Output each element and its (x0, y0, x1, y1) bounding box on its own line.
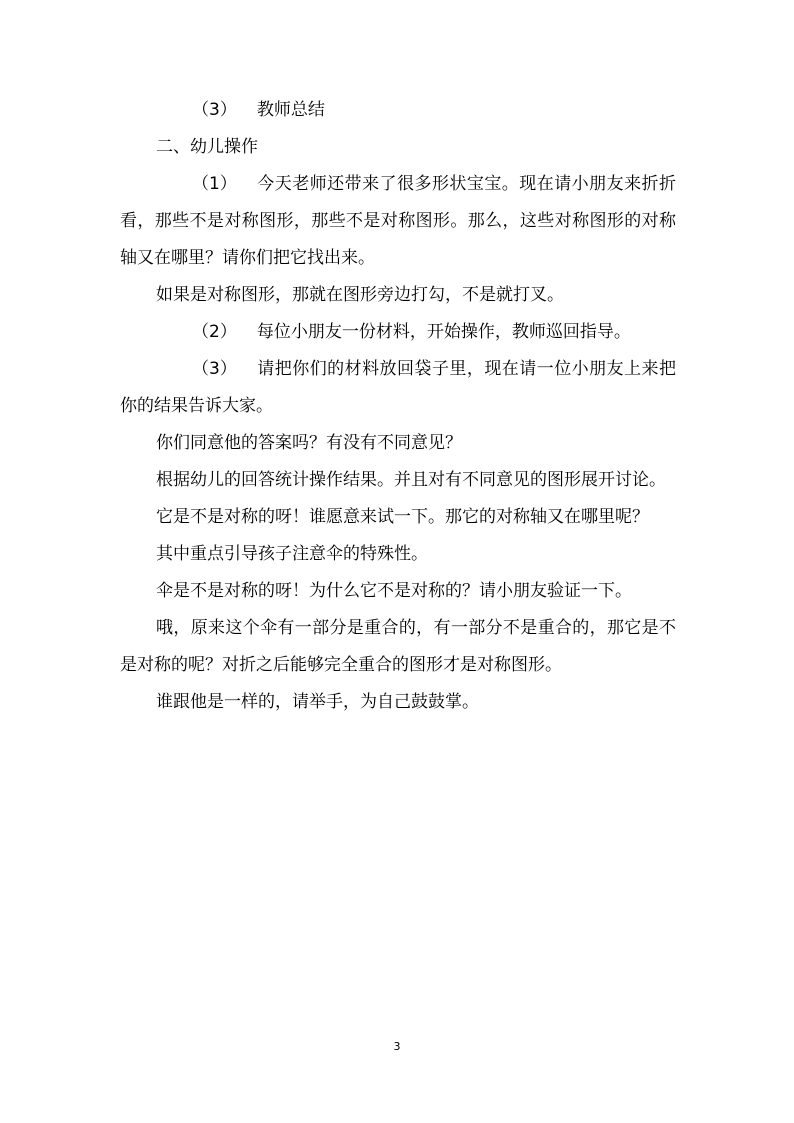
section-heading: 二、幼儿操作 (156, 137, 258, 157)
paragraph: 哦，原来这个伞有一部分是重合的，有一部分不是重合的，那它是不是对称的呢？对折之后能够完全重合的图形才是对称图形。 (120, 618, 676, 675)
paragraph-item (120, 351, 676, 425)
paragraph: 伞是不是对称的呀！为什么它不是对称的？请小朋友验证一下。 (156, 581, 632, 601)
paragraph: 谁跟他是一样的，请举手，为自己鼓鼓掌。 (156, 692, 479, 712)
item-number: （1） (192, 174, 237, 194)
item-text: 请把你们的材料放回袋子里，现在请一位小朋友上来把你的结果告诉大家。 (120, 359, 676, 416)
paragraph-item (120, 314, 676, 351)
document-body (120, 92, 676, 721)
item-number: （3） (192, 100, 237, 120)
paragraph: 你们同意他的答案吗？有没有不同意见？ (156, 433, 462, 453)
item-text: 教师总结 (256, 100, 325, 120)
item-text: 今天老师还带来了很多形状宝宝。现在请小朋友来折折看，那些不是对称图形，那些不是对称图形。那么，这些对称图形的对称轴又在哪里？请你们把它找出来。 (120, 174, 676, 268)
paragraph-item (120, 92, 676, 129)
item-number: （2） (192, 322, 237, 342)
paragraph: 它是不是对称的呀！谁愿意来试一下。那它的对称轴又在哪里呢？ (156, 507, 649, 527)
paragraph: 如果是对称图形，那就在图形旁边打勾，不是就打叉。 (156, 285, 564, 305)
page-number: 3 (393, 1040, 401, 1053)
item-number: （3） (192, 359, 237, 379)
paragraph-item (120, 166, 676, 277)
paragraph: 根据幼儿的回答统计操作结果。并且对有不同意见的图形展开讨论。 (156, 470, 666, 490)
paragraph: 其中重点引导孩子注意伞的特殊性。 (156, 544, 428, 564)
item-text: 每位小朋友一份材料，开始操作，教师巡回指导。 (256, 322, 631, 342)
